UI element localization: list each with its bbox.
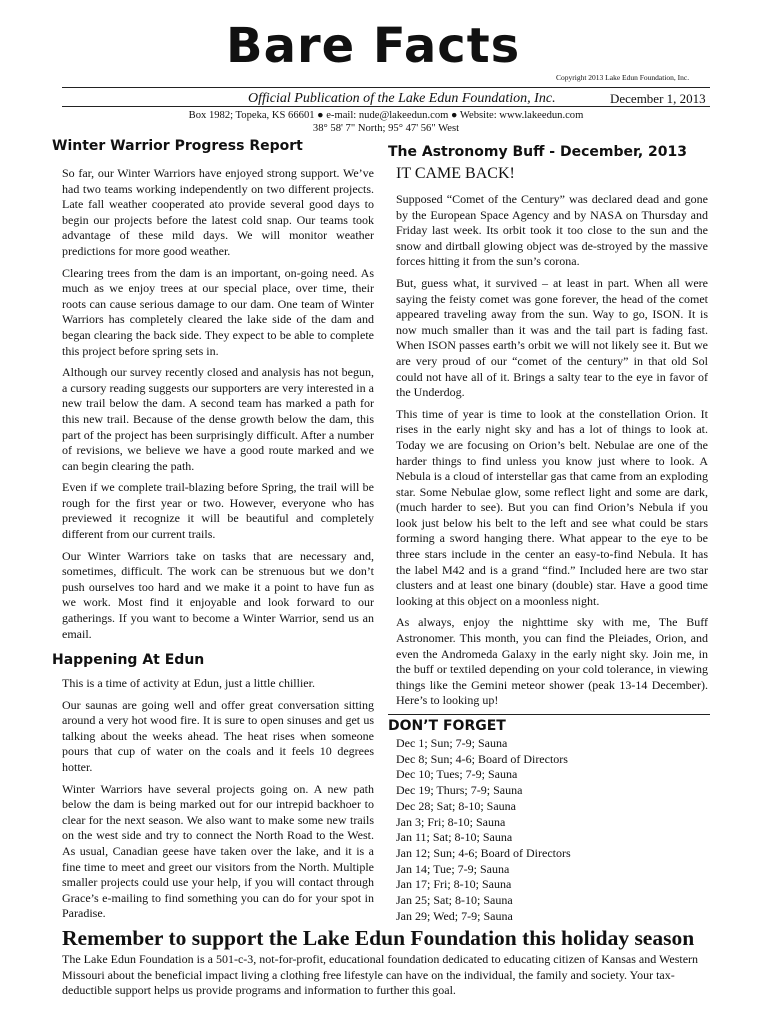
schedule-item: Dec 19; Thurs; 7-9; Sauna [396,783,523,798]
schedule-item: Jan 17; Fri; 8-10; Sauna [396,877,512,892]
schedule-item: Dec 1; Sun; 7-9; Sauna [396,736,508,750]
schedule-item: Dec 8; Sun; 4-6; Board of Directors [396,751,568,766]
schedule-item: Jan 12; Sun; 4-6; Board of Directors [396,845,571,860]
schedule-item: Jan 11; Sat; 8-10; Sauna [396,830,513,845]
dont-forget-heading: DON’T FORGET [388,718,506,734]
astronomy-article [396,192,708,715]
coordinates-line: 38° 58' 7" North; 95° 47' 56" West [312,123,460,134]
publication-subtitle: Official Publication of the Lake Edun Foundation, Inc. [248,91,556,106]
article-paragraph: This time of year is time to look at the constellation Orion. It rises in the early night sky and has a lot of things to look at. Today we are focusing on Orion’s belt. Nebulae are one of the harder things to find unless you know just where to look. A Nebula is a cloud of interstellar gas that came from an exploding star. Some Nebulae glow, some reflect light and some are dark, (much harder to see). But you can find Orion’s Nebula if you look just below his belt to the left and see what could be stars forming a sword hanging there. What appear to the eye to be three stars include in the center an easy-to-find Nebula. It has the label M42 and is a grand “find.” Included here are two star clusters and at least one binary (double) star. Have a good time looking at this object on a moonless night. [396,406,708,608]
article-paragraph: But, guess what, it survived – at least in part. When all were saying the feisty comet was gone forever, the head of the comet appeared traveling away from the sun. Way to go, ISON. It is now much smaller than it was and the tail part is fading fast. When ISON passes earth’s orbit we will not likely see it. But we are very proud of our “comet of the century” in that old Sol could not have all of it. Brings a salty tear to the eye in favor of the Underdog. [396,275,708,400]
schedule-item: Jan 25; Sat; 8-10; Sauna [396,893,513,908]
happening-heading: Happening At Edun [52,652,205,668]
article-paragraph: Supposed “Comet of the Century” was declared dead and gone by the European Space Agency and by NASA on Thursday and Friday last week. Its orbit took it too close to the sun and the snow and dirtball glowing object was de-stroyed by the massive forces hitting it from the sun’s corona. [396,192,708,269]
article-paragraph: Winter Warriors have several projects going on. A new path below the dam is being marked out for our intrepid backhoer to clear for the next season. We also want to make some new trails on the west side and try to connect the North Road to the West. As usual, Canadian geese have taken over the lake, and it is a fine time to meet and greet our visitors from the North. Multiple smaller projects could use your help, if you will contact through Grace’s e-mailing to find something you can do for your spot in Paradise. [62,781,374,921]
winter-warrior-article [62,166,374,648]
support-banner: Remember to support the Lake Edun Foundation this holiday season [62,926,695,950]
schedule-item: Jan 3; Fri; 8-10; Sauna [396,814,506,829]
masthead-top-rule [62,87,710,88]
masthead-bottom-rule [62,106,710,107]
section-divider [388,714,710,715]
happening-article [62,676,374,928]
article-paragraph: Our saunas are going well and offer great conversation sitting around a very hot wood fire. It is sure to open sinuses and get us talking about the weeks ahead. The heat rises when someone pours that cup of water on the coals and it feels 10 degrees hotter. [62,697,374,774]
article-paragraph: This is a time of activity at Edun, just a little chillier. [62,676,315,690]
astronomy-subheading: IT CAME BACK! [396,165,515,182]
article-paragraph: As always, enjoy the nighttime sky with me, The Buff Astronomer. This month, you can find the Pleiades, Orion, and even the Andromeda Galaxy in the early night sky. Join me, in the buff or textiled depending on your cold tolerance, in viewing things like the Gemini meteor shower (peak 13-14 December). Here’s to looking up! [396,615,708,708]
copyright-notice: Copyright 2013 Lake Edun Foundation, Inc. [556,73,690,82]
foundation-description: The Lake Edun Foundation is a 501-c-3, not-for-profit, educational foundation dedicated to educating citizen of Kansas and Western Missouri about the beneficial impact living a clothing free lifestyle can have on the individual, the family and society. Your tax-deductible support helps us provide programs and information to further this goal. [62,952,699,998]
winter-warrior-heading: Winter Warrior Progress Report [52,138,303,154]
schedule-item: Dec 28; Sat; 8-10; Sauna [396,798,516,813]
schedule-item: Jan 29; Wed; 7-9; Sauna [396,908,513,923]
article-paragraph: Clearing trees from the dam is an important, on-going need. As much as we enjoy trees at our special place, over time, their roots can cause serious damage to our dam. One team of Winter Warriors has completely cleared the lake side of the dam and began clearing the back side. They expect to be able to complete this project before spring sets in. [62,265,374,358]
address-line: Box 1982; Topeka, KS 66601 ● e-mail: nude@lakeedun.com ● Website: www.lakeedun.com [188,110,584,121]
article-paragraph: Even if we complete trail-blazing before Spring, the trail will be rough for the first year or two. However, everyone who has previewed it recognize it will be beautiful and completely different from our current trails. [62,480,374,542]
schedule-item: Jan 14; Tue; 7-9; Sauna [396,861,510,876]
event-schedule [396,736,571,924]
schedule-item: Dec 10; Tues; 7-9; Sauna [396,767,518,782]
astronomy-heading: The Astronomy Buff - December, 2013 [388,144,687,160]
issue-date: December 1, 2013 [610,91,706,106]
contact-block [62,109,710,135]
article-paragraph: Our Winter Warriors take on tasks that are necessary and, sometimes, difficult. The work can be strenuous but we don’t push ourselves too hard and we make it a point to have fun as we work. Most find it enjoyable and look forward to our gatherings. If you want to become a Winter Warrior, send us an email. [62,548,374,641]
article-paragraph: So far, our Winter Warriors have enjoyed strong support. We’ve had two teams working independently on two different projects. Late fall weather cooperated ato provide several good days to begin our projects before the latest cold snap. Our teams took advantage of these mild days. We will monitor weather predictions for more good weather. [62,166,374,258]
article-paragraph: Although our survey recently closed and analysis has not begun, a cursory reading suggests our supporters are very interested in a new trail below the dam. A second team has marked a path for this new trail. Because of the dense growth below the dam, this part of the project has been surprisingly difficult. After a number of revisions, we believe we have a good route marked and we can begin clearing the path. [62,365,374,473]
newsletter-title: Bare Facts [226,18,521,74]
